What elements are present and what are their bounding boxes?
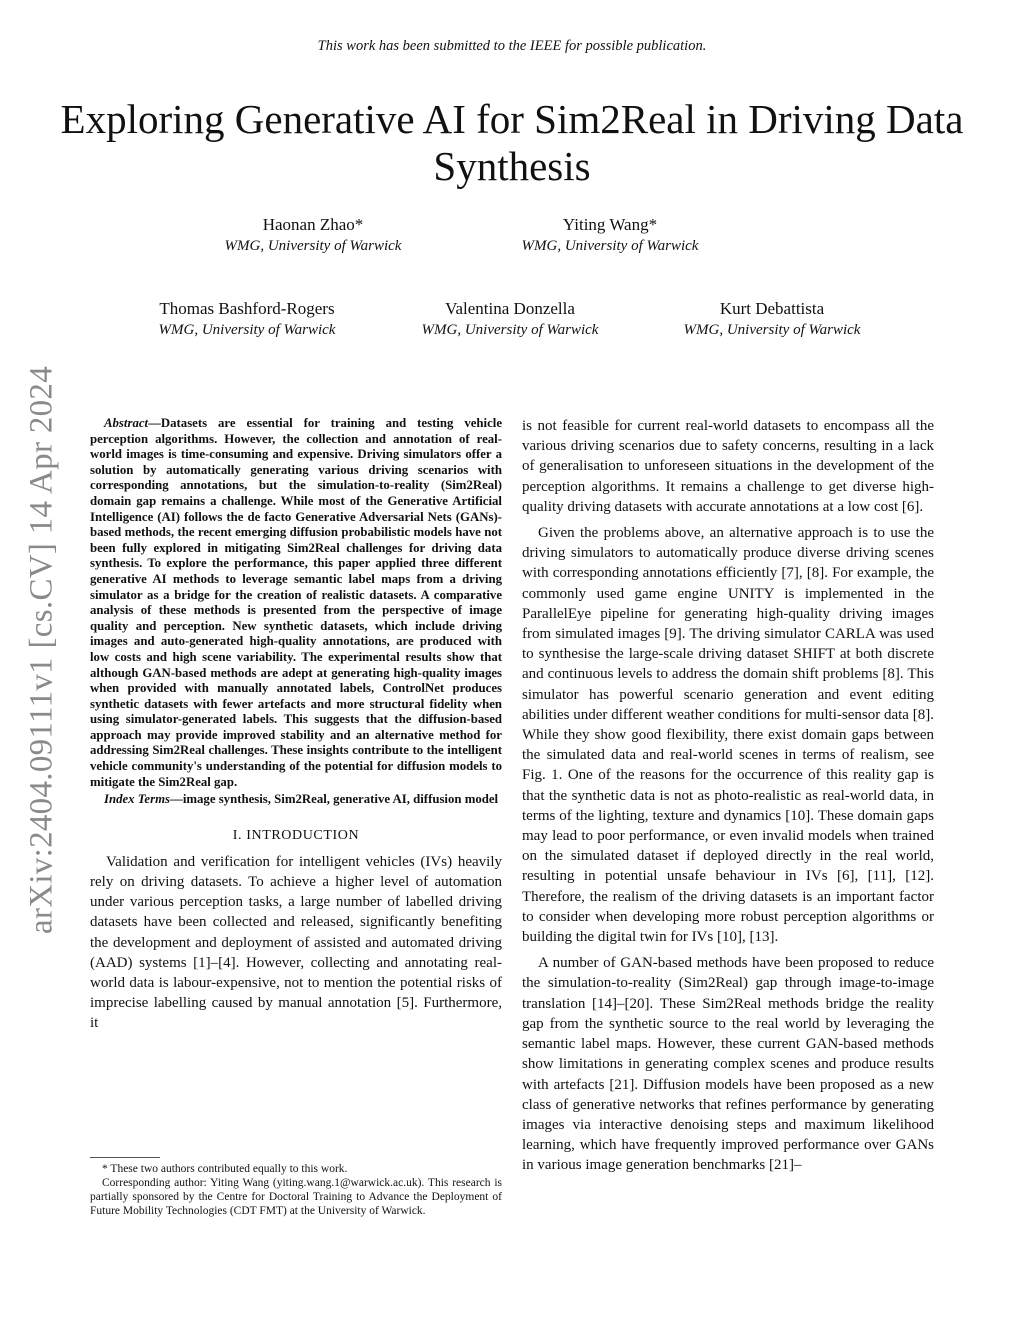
author-affiliation: WMG, University of Warwick — [158, 322, 336, 338]
left-column — [90, 416, 502, 1034]
author-affiliation: WMG, University of Warwick — [224, 238, 402, 254]
author-affiliation: WMG, University of Warwick — [421, 322, 599, 338]
author-affiliation: WMG, University of Warwick — [521, 238, 699, 254]
section-heading: I. INTRODUCTION — [232, 827, 360, 843]
author-name: Yiting Wang* — [562, 215, 658, 234]
footnote-divider — [90, 1157, 160, 1158]
abstract-text: —Datasets are essential for training and testing vehicle perception algorithms. However, the collection and annotation of real-world images is time-consuming and expensive. Driving simulators offer a solution by automatically generating various driving scenarios with corresponding annotations, but the simulation-to-reality (Sim2Real) domain gap remains a challenge. While most of the Generative Artificial Intelligence (AI) follows the de facto Generative Adversarial Nets (GANs)-based methods, the recent emerging diffusion probabilistic models have not been fully explored in mitigating Sim2Real challenges for driving data synthesis. To explore the performance, this paper applied three different generative AI methods to leverage semantic label maps from a driving simulator as a bridge for the creation of realistic datasets. A comparative analysis of these methods is presented from the perspective of image quality and perception. New synthetic datasets, which include driving images and auto-generated high-quality annotations, are produced with low costs and high scene variability. The experimental results show that although GAN-based methods are adept at generating high-quality images when provided with manually annotated labels, ControlNet produces synthetic datasets with fewer artefacts and more structural fidelity when using simulator-generated labels. This suggests that the diffusion-based approach may provide improved stability and an alternative method for addressing Sim2Real challenges. These insights contribute to the intelligent vehicle community's understanding of the potential for diffusion models to mitigate the Sim2Real gap. — [90, 416, 502, 789]
author-name: Kurt Debattista — [719, 299, 825, 318]
right-column — [522, 416, 934, 1182]
index-terms — [90, 792, 502, 808]
abstract — [90, 416, 502, 790]
body-paragraph: A number of GAN-based methods have been proposed to reduce the simulation-to-reality (Sim2Real) gap through image-to-image translation [14]–[20]. These Sim2Real methods bridge the reality gap from the synthetic source to the real world by leveraging the semantic label maps. However, these current GAN-based methods show limitations in generating complex scenes and produce results with artefacts [21]. Diffusion models have been proposed as a new class of generative networks that refines performance by generating images via interactive denoising steps and maximum likelihood learning, which have frequently improved performance over GANs in various image generation benchmarks [21]– — [522, 955, 934, 1174]
body-paragraph: is not feasible for current real-world datasets to encompass all the various driving scenarios due to safety concerns, resulting in a lack of generalisation to unforeseen situations in the development of the perception algorithms. It remains a challenge to get diverse high-quality driving datasets with accurate annotations at a low cost [6]. — [522, 418, 934, 515]
author-block — [622, 298, 922, 340]
body-paragraph: Given the problems above, an alternative approach is to use the driving simulators to automatically produce diverse driving scenes with corresponding annotations efficiently [7], [8]. For example, the commonly used game engine UNITY is implemented in the ParallelEye pipeline for generating high-quality driving images from simulated images [9]. The driving simulator CARLA was used to synthesise the large-scale driving dataset SHIFT at both discrete and continuous levels to address the domain shift problems [8]. This simulator has powerful scenario generation and event editing abilities under different weather conditions for multi-sensor data [8]. While they show good flexibility, there exist domain gaps between the simulated data and real-world scenes in terms of realism, see Fig. 1. One of the reasons for the occurrence of this reality gap is that the synthetic data is not as photo-realistic as real-world data, in terms of the lighting, texture and dynamics [10]. These domain gaps may lead to poor performance, or even invalid models when trained on the simulated dataset if deployed directly in the real world, resulting in potential unsafe behaviour in IVs [6], [11], [12]. Therefore, the realism of the driving datasets is an important factor to consider when developing more robust perception algorithms or building the digital twin for IVs [10], [13]. — [522, 525, 934, 946]
author-block — [460, 214, 760, 256]
footnote-equal-contribution: * These two authors contributed equally to this work. — [102, 1163, 348, 1175]
author-block — [97, 298, 397, 340]
author-block — [163, 214, 463, 256]
author-name: Thomas Bashford-Rogers — [159, 299, 335, 318]
paper-title: Exploring Generative AI for Sim2Real in Driving Data Synthesis — [60, 96, 964, 189]
index-terms-lead: Index Terms — [104, 792, 171, 807]
index-terms-text: —image synthesis, Sim2Real, generative AI, diffusion model — [170, 792, 499, 807]
author-name: Haonan Zhao* — [262, 215, 364, 234]
submission-notice: This work has been submitted to the IEEE for possible publication. — [317, 38, 707, 54]
footnotes — [90, 1162, 502, 1218]
arxiv-identifier: arXiv:2404.09111v1 [cs.CV] 14 Apr 2024 — [23, 365, 60, 935]
author-name: Valentina Donzella — [445, 299, 575, 318]
body-paragraph: Validation and verification for intelligent vehicles (IVs) heavily rely on driving datasets. To achieve a higher level of automation under various perception tasks, a large number of labelled driving datasets have been collected and released, significantly benefiting the development and deployment of assisted and automated driving (AAD) systems [1]–[4]. However, collecting and annotating real-world data is labour-expensive, not to mention the potential risks of imprecise labelling caused by manual annotation [5]. Furthermore, it — [90, 853, 502, 1032]
author-block — [360, 298, 660, 340]
author-affiliation: WMG, University of Warwick — [683, 322, 861, 338]
abstract-lead: Abstract — [104, 416, 149, 430]
footnote-corresponding-author: Corresponding author: Yiting Wang (yiting.wang.1@warwick.ac.uk). This research is partially sponsored by the Centre for Doctoral Training to Advance the Deployment of Future Mobility Technologies (CDT FMT) at the University of Warwick. — [90, 1177, 502, 1217]
